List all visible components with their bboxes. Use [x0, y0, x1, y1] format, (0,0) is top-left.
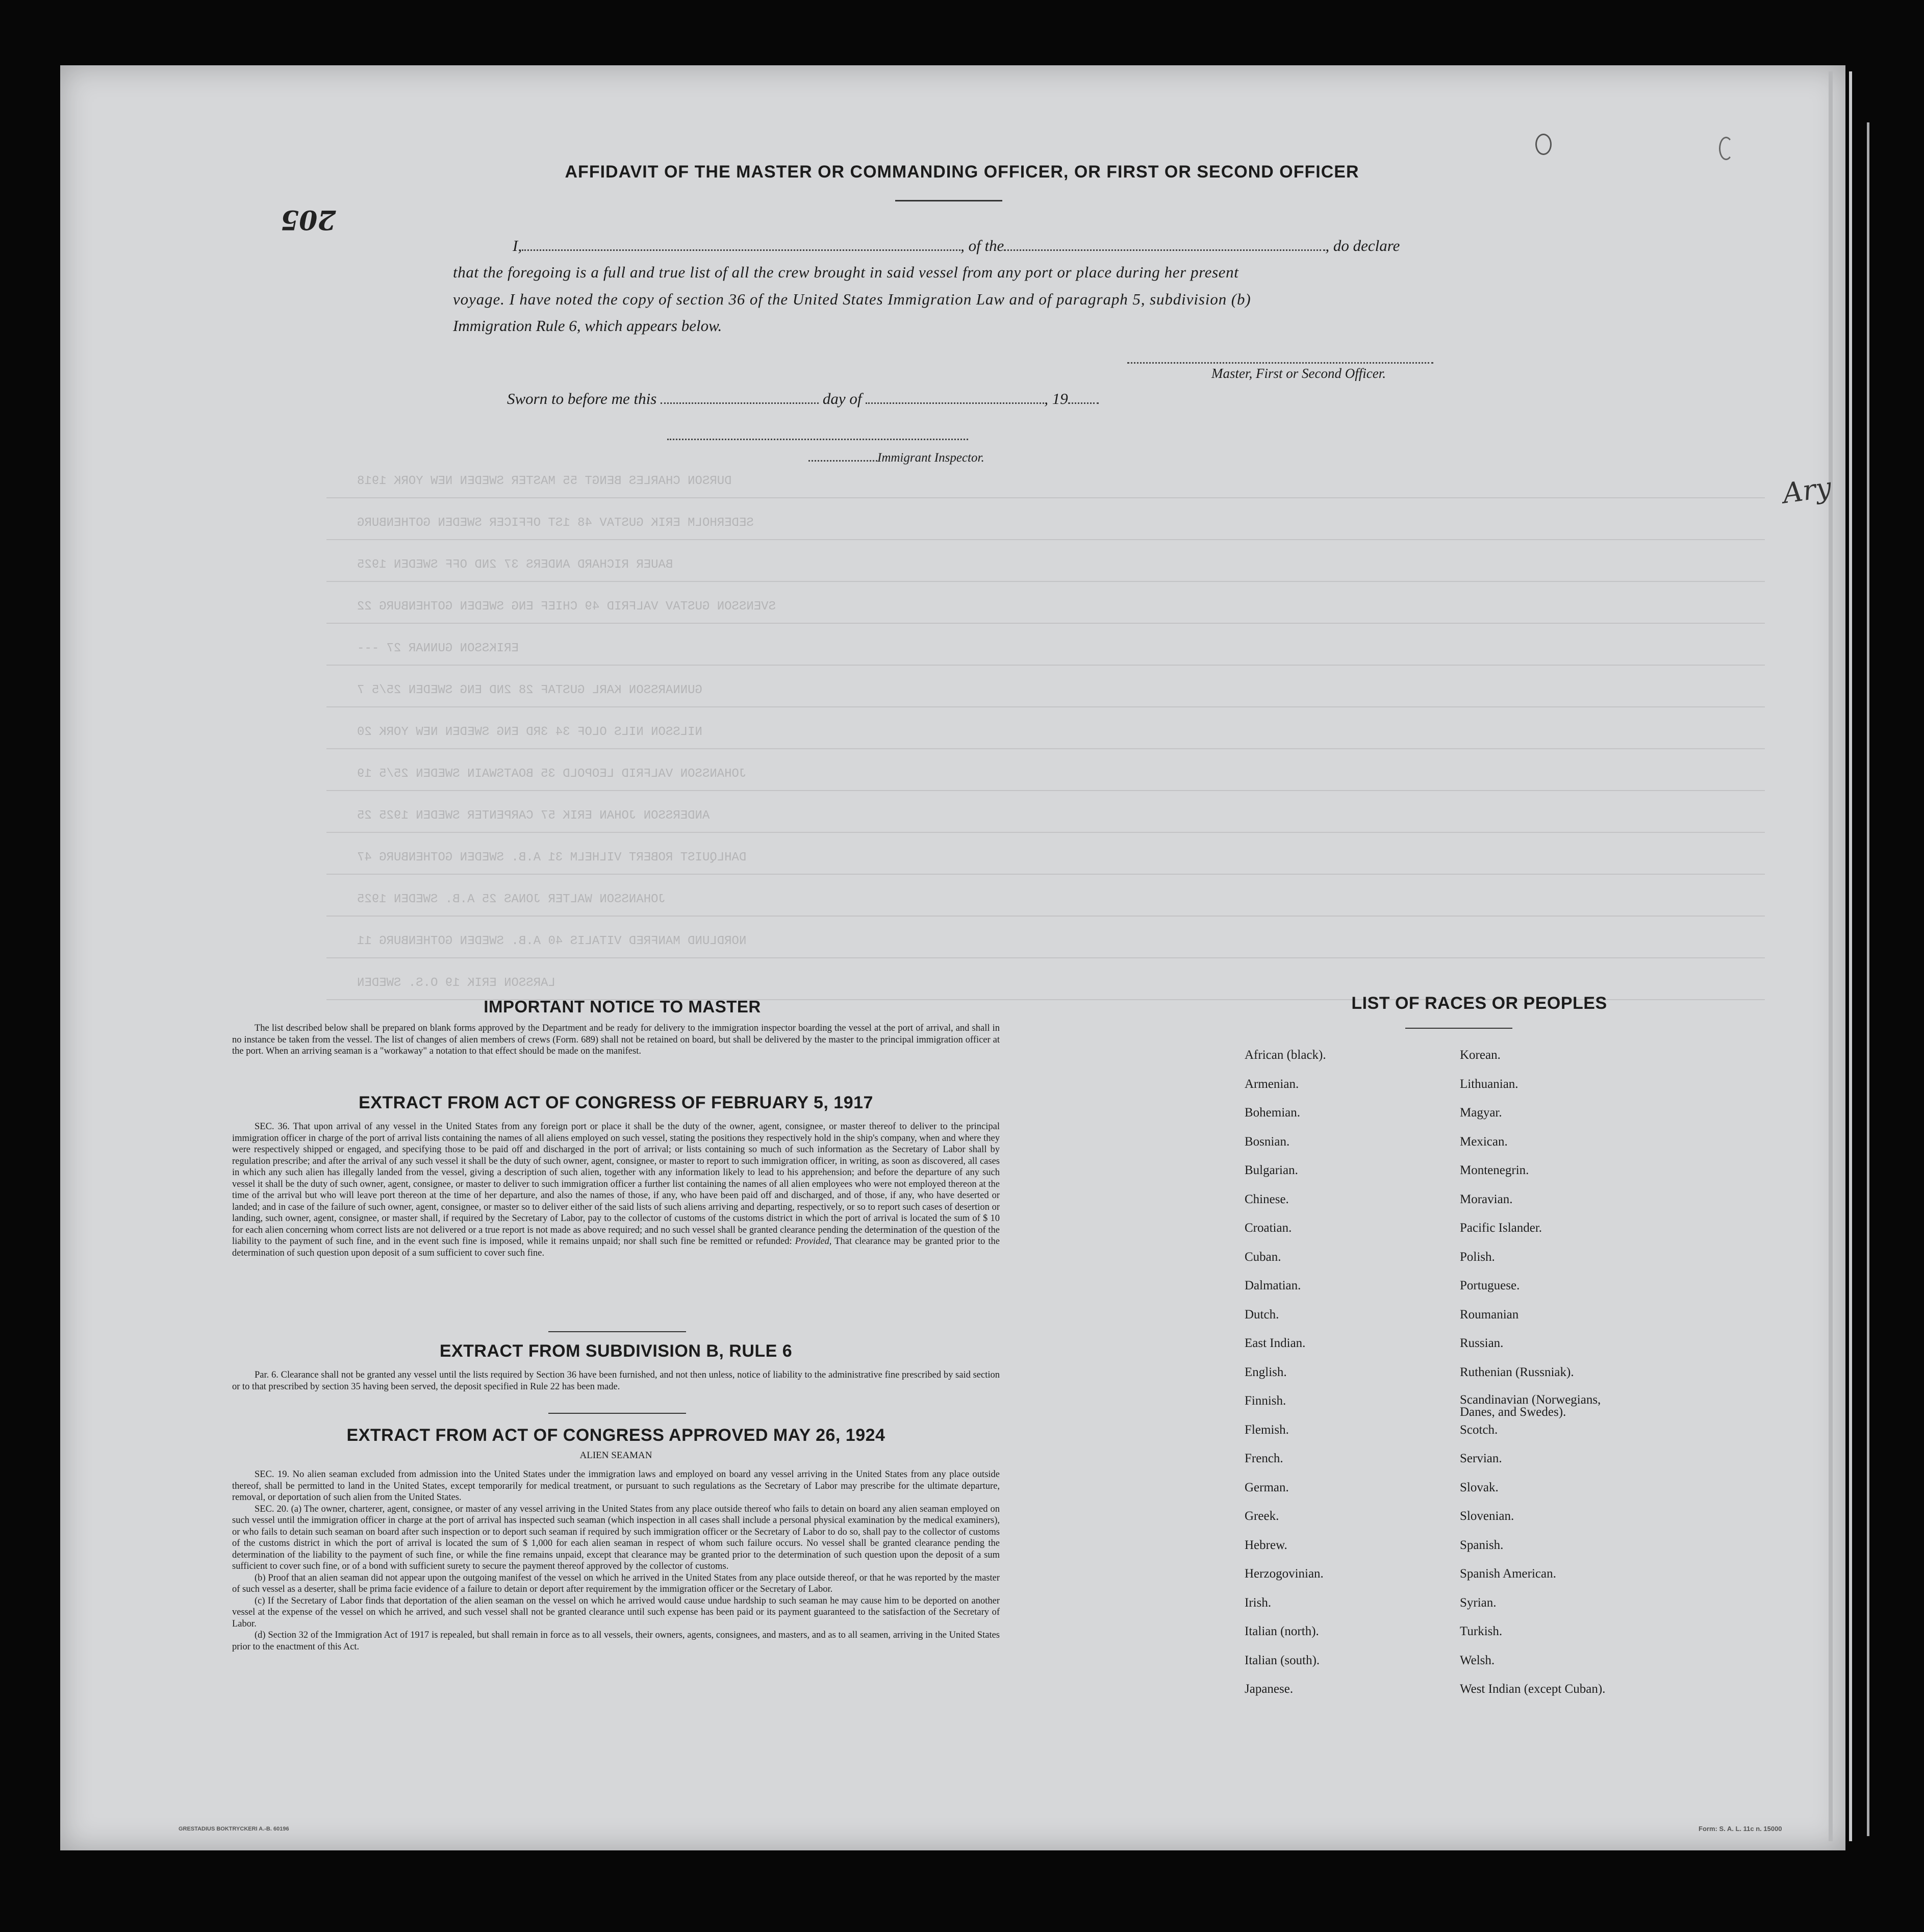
race-item: West Indian (except Cuban). [1460, 1682, 1606, 1696]
race-item: Armenian. [1245, 1077, 1299, 1091]
bleed-row-text: JOHANSSON VALFRID LEOPOLD 35 BOATSWAIN SWEDEN 25/5 19 [357, 767, 747, 781]
extract-1924-title: EXTRACT FROM ACT OF CONGRESS APPROVED MAY 26, 1924 [346, 1426, 885, 1445]
race-item: East Indian. [1245, 1336, 1306, 1350]
race-item: English. [1245, 1365, 1287, 1379]
day-of-label: day of [822, 390, 862, 408]
race-item: Dalmatian. [1245, 1279, 1301, 1292]
race-item: Lithuanian. [1460, 1077, 1518, 1091]
bleed-row-text: SVENSSON GUSTAV VALFRID 49 CHIEF ENG SWEDEN GOTHENBURG 22 [357, 600, 776, 614]
notice-title: IMPORTANT NOTICE TO MASTER [484, 997, 761, 1016]
race-item: Slovak. [1460, 1480, 1499, 1494]
inspector-dots [808, 458, 877, 462]
race-item: Hebrew. [1245, 1538, 1287, 1552]
punch-hole-mark [1535, 134, 1552, 155]
sec-20b-paragraph: (b) Proof that an alien seaman did not appear upon the outgoing manifest of the vessel on which he arrived in the United States from any place outside thereof, or that he was reported by the master of such vessel as a deserter, shall be prima facie evidence of a failure to detain or deport after requirement by the immigration officer or the Secretary of Labor. [232, 1572, 1000, 1594]
races-right-column [1460, 1048, 1725, 1711]
punch-hole-mark [1719, 137, 1733, 160]
title-underline [895, 200, 1002, 201]
race-item: Finnish. [1245, 1394, 1286, 1408]
bleed-row-text: ERIKSSON GUNNAR 27 --- [357, 642, 519, 655]
bleed-row-line [326, 581, 1765, 582]
race-item: Croatian. [1245, 1221, 1292, 1235]
bleed-row-text: NILSSON NILS OLOF 34 3RD ENG SWEDEN NEW YORK 20 [357, 725, 702, 739]
rule-divider [548, 1413, 686, 1414]
race-item: Syrian. [1460, 1595, 1497, 1610]
extract-1924-body [232, 1469, 1000, 1653]
race-item: Polish. [1460, 1250, 1495, 1264]
extract-1917-text-a: SEC. 36. That upon arrival of any vessel in the United States from any foreign port or place it shall be the duty of the owner, agent, consignee, or master thereof to deliver to the principal immigration officer in charge of the port of arrival lists containing the names of all aliens employed on such vessel, stating the positions they respectively hold in the ship's company, when and where they were respectively shipped or engaged, and specifying those to be paid off and discharged in the port of arrival; or lists containing so much of such information as the Secretary of Labor shall by regulation prescribe; and after the arrival of any such vessel it shall be the duty of such owner, agent, consignee, or master to report to such immigration officer, in writing, as soon as discovered, all cases in which any such alien has illegally landed from the vessel, giving a description of such alien, together with any information likely to lead to his apprehension; and before the departure of any such vessel it shall be the duty of such owner, agent, consignee, or master to deliver to such immigration officer a further list containing the names of all alien employees who were not employed thereon at the time of the arrival but who will leave port thereon at the time of her departure, and also the names of those, if any, who have been paid off and discharged, and of those, if any, who have deserted or landed; and in case of the failure of such owner, agent, consignee, or master so to deliver either of the said lists of such aliens arriving and departing, respectively, or so to report such cases of desertion or landing, such owner, agent, consignee, or master shall, if required by the Secretary of Labor, pay to the collector of customs of the customs district in which the port of arrival is located the sum of $ 10 for each alien concerning whom correct lists are not delivered or a true report is not made as above required; and no such vessel shall be granted clearance pending the determination of the question of the liability to the payment of such fine, and in the event such fine is imposed, while it remains unpaid; nor shall such fine be remitted or refunded: [232, 1122, 1000, 1247]
affidavit-title: AFFIDAVIT OF THE MASTER OR COMMANDING OFFICER, OR FIRST OR SECOND OFFICER [565, 162, 1359, 182]
sec-20d-paragraph: (d) Section 32 of the Immigration Act of 1917 is repealed, but shall remain in force as to all vessels, their owners, agents, consignees, and masters, and as to all seamen, arriving in the United States prior to the enactment of this Act. [232, 1630, 1000, 1652]
race-item: Roumanian [1460, 1307, 1519, 1321]
vessel-blank [1004, 247, 1325, 251]
inspector-label: Immigrant Inspector. [877, 451, 984, 465]
extract-1917-title: EXTRACT FROM ACT OF CONGRESS OF FEBRUARY 5, 1917 [359, 1093, 873, 1112]
bleed-row-line [326, 706, 1765, 707]
race-item: Korean. [1460, 1048, 1501, 1062]
affidavit-of-the: , of the [960, 237, 1004, 255]
bleed-row-text: LARSSON ERIK 19 O.S. SWEDEN [357, 976, 555, 990]
sworn-label: Sworn to before me this [507, 390, 657, 408]
bleed-row-text: NORDLUND MANFRED VITALIS 40 A.B. SWEDEN GOTHENBURG 11 [357, 934, 747, 948]
sec-19-paragraph: SEC. 19. No alien seaman excluded from admission into the United States under the immigration laws and employed on board any vessel arriving in the United States from any place outside thereof, shall be permitted to land in the United States, except temporarily for medical treatment, or pursuant to such regulations as the Secretary of Labor may prescribe for the ultimate departure, removal, or deportation of such alien from the United States. [232, 1469, 1000, 1503]
race-item: Moravian. [1460, 1192, 1513, 1206]
race-item: French. [1245, 1452, 1283, 1465]
master-signature-label: Master, First or Second Officer. [1211, 366, 1386, 381]
race-item: Irish. [1245, 1595, 1272, 1610]
rule-divider [548, 1331, 686, 1332]
race-item: Ruthenian (Russniak). [1460, 1365, 1574, 1379]
extract-rule6-body: Par. 6. Clearance shall not be granted any vessel until the lists required by Section 36 have been furnished, and not then unless, notice of liability to the administrative fine prescribed by said section or to that prescribed by section 35 having been served, the deposit specified in Rule 22 has been made. [232, 1370, 1000, 1392]
race-item: Flemish. [1245, 1422, 1289, 1437]
sec-20a-paragraph: SEC. 20. (a) The owner, charterer, agent, consignee, or master of any vessel arriving in the United States from any place outside thereof who fails to detain on board any alien seaman employed on such vessel until the immigration officer in charge at the port of arrival has inspected such seaman (which inspection in all cases shall include a personal physical examination by the medical examiners), or who fails to detain such seaman on board after such inspection or to deport such seaman if required by such immigration officer or the Secretary of Labor to do so, shall pay to the collector of customs of the customs district in which the port of arrival is located the sum of $ 1,000 for each alien seaman in respect of whom such failure occurs. No vessel shall be granted clearance pending the determination of the liability to the payment of such fine, or while the fine remains unpaid, except that clearance may be granted prior to the determination of such question upon the deposit of a sum sufficient to cover such fine, or of a bond with sufficient surety to secure the payment thereof approved by the collector of customs. [232, 1504, 1000, 1571]
extract-1917-body [232, 1121, 1000, 1259]
race-item: Spanish. [1460, 1538, 1504, 1552]
year-label: , 19 [1044, 390, 1068, 408]
bleed-row-line [326, 832, 1765, 833]
races-title: LIST OF RACES OR PEOPLES [1351, 994, 1607, 1013]
handwritten-mark: Ary [1781, 471, 1834, 510]
bleed-row-text: ANDERSSON JOHAN ERIK 57 CARPENTER SWEDEN 1925 25 [357, 809, 710, 823]
sheet-edge [1849, 71, 1852, 1841]
race-item: Chinese. [1245, 1192, 1289, 1206]
affidavit-i: I, [513, 237, 522, 255]
form-number: Form: S. A. L. 11c n. 15000 [1699, 1825, 1782, 1833]
race-item: Bohemian. [1245, 1106, 1301, 1120]
day-blank [661, 400, 819, 404]
year-blank [1068, 400, 1099, 404]
race-item: Greek. [1245, 1509, 1279, 1523]
printer-imprint: GRESTADIUS BOKTRYCKERI A.-B. 60196 [179, 1826, 289, 1832]
race-item: German. [1245, 1480, 1289, 1494]
bleed-row-line [326, 497, 1765, 498]
stamp-number: 205 [281, 204, 336, 235]
bleed-row-line [326, 748, 1765, 749]
race-item: Scandinavian (Norwegians, Danes, and Swedes). [1460, 1393, 1601, 1419]
notice-body: The list described below shall be prepared on blank forms approved by the Department and be ready for delivery to the immigration inspector boarding the vessel at the port of arrival, and shall in no instance be taken from the vessel. The list of changes of alien members of crews (Form. 689) shall not be retained on board, but shall be delivered by the master to the principal immigration officer at the port. When an arriving seaman is a "workaway" a notation to that effect should be made on the manifest. [232, 1023, 1000, 1056]
race-item: Russian. [1460, 1336, 1504, 1350]
extract-rule6-title: EXTRACT FROM SUBDIVISION B, RULE 6 [439, 1341, 793, 1361]
races-left-column [1245, 1048, 1459, 1711]
sheet-edge [1867, 122, 1869, 1836]
bleed-row-text: JOHANSSON WALTER JONAS 25 A.B. SWEDEN 1925 [357, 893, 666, 906]
race-item: Servian. [1460, 1452, 1502, 1465]
affidavit-declare: , do declare [1325, 237, 1400, 255]
race-item: Slovenian. [1460, 1509, 1514, 1523]
race-item: Italian (north). [1245, 1624, 1319, 1638]
bleed-row-line [326, 790, 1765, 791]
race-item: Spanish American. [1460, 1567, 1556, 1581]
month-blank [866, 400, 1044, 404]
race-item: Mexican. [1460, 1134, 1508, 1149]
bleed-row-text: GUNNARSSON KARL GUSTAF 28 2ND ENG SWEDEN 25/5 7 [357, 683, 702, 697]
race-item: Herzogovinian. [1245, 1567, 1324, 1581]
race-item: Bosnian. [1245, 1134, 1290, 1149]
race-item: Turkish. [1460, 1624, 1503, 1638]
race-item: Bulgarian. [1245, 1163, 1298, 1177]
race-item: African (black). [1245, 1048, 1326, 1062]
races-underline [1405, 1028, 1512, 1029]
sworn-line [507, 385, 1099, 413]
race-item: Montenegrin. [1460, 1163, 1529, 1177]
affidavit-line-1 [513, 232, 1400, 260]
name-blank [522, 247, 960, 251]
race-item: Dutch. [1245, 1307, 1279, 1321]
bleed-row-line [326, 623, 1765, 624]
affidavit-line-2: that the foregoing is a full and true list of all the crew brought in said vessel from any port or place during her present [453, 263, 1239, 281]
bleed-row-text: DAHLQUIST ROBERT VILHELM 31 A.B. SWEDEN GOTHENBURG 47 [357, 851, 747, 865]
race-item: Japanese. [1245, 1682, 1294, 1696]
bleed-row-line [326, 539, 1765, 540]
bleed-row-line [326, 874, 1765, 875]
race-item: Scotch. [1460, 1422, 1498, 1437]
sheet-edge [1829, 71, 1833, 1841]
race-item: Welsh. [1460, 1653, 1495, 1667]
inspector-label-row [808, 449, 984, 467]
affidavit-line-4: Immigration Rule 6, which appears below. [453, 317, 722, 335]
race-item: Italian (south). [1245, 1653, 1320, 1667]
race-item: Cuban. [1245, 1250, 1281, 1264]
affidavit-line-3: voyage. I have noted the copy of section 36 of the United States Immigration Law and of paragraph 5, subdivision (b) [453, 290, 1251, 308]
inspector-signature-line [667, 439, 968, 440]
extract-1924-subtitle: ALIEN SEAMAN [579, 1450, 652, 1461]
bleed-row-line [326, 665, 1765, 666]
sec-20c-paragraph: (c) If the Secretary of Labor finds that deportation of the alien seaman on the vessel on which he arrived would cause undue hardship to such seaman he may cause him to be deported on another vessel at the expense of the vessel on which he arrived, and such vessel shall not be granted clearance until such expense has been paid or its payment guaranteed to the satisfaction of the Secretary of Labor. [232, 1595, 1000, 1629]
bleed-row-text: DURSON CHARLES BENGT 55 MASTER SWEDEN NEW YORK 1918 [357, 474, 732, 488]
bleed-row-line [326, 957, 1765, 958]
race-item: Pacific Islander. [1460, 1221, 1542, 1235]
extract-1917-text-b: That clearance may be granted prior to the determination of such question upon deposit of a sum sufficient to cover such fine. [232, 1236, 1000, 1258]
extract-1917-proviso: Provided, [795, 1236, 832, 1247]
race-item: Magyar. [1460, 1106, 1502, 1120]
bleed-row-line [326, 916, 1765, 917]
race-item: Portuguese. [1460, 1279, 1520, 1292]
bleed-row-text: SEDERHOLM ERIK GUSTAV 48 1ST OFFICER SWEDEN GOTHENBURG [357, 516, 754, 530]
bleed-row-text: BAUER RICHARD ANDERS 37 2ND OFF SWEDEN 1925 [357, 558, 673, 572]
